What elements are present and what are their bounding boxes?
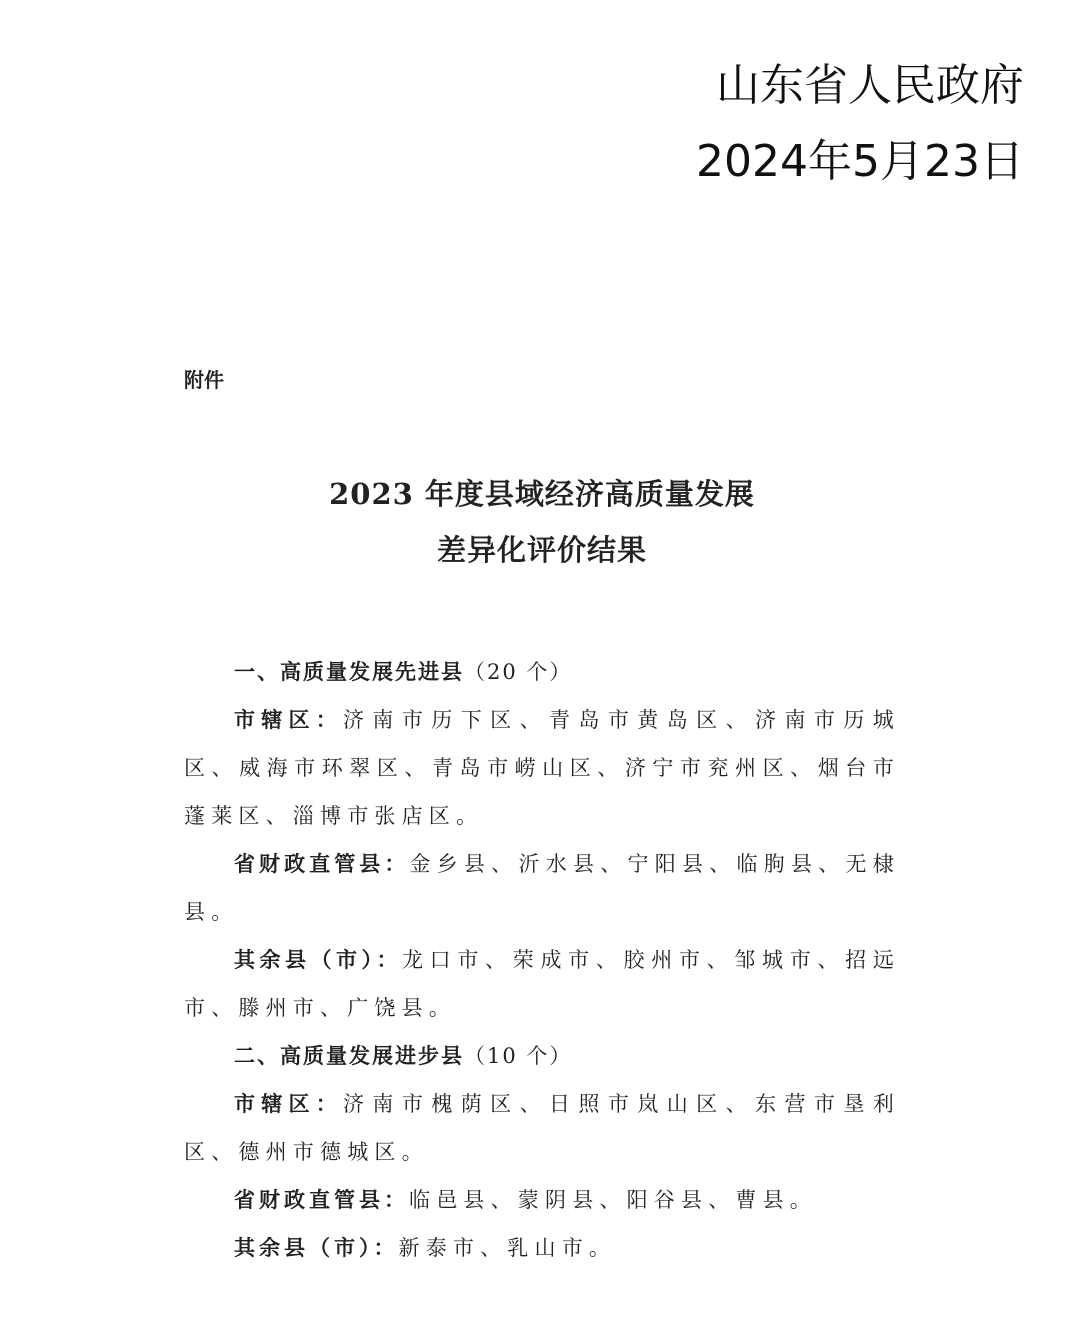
issue-date: 2024年5月23日 xyxy=(696,136,1024,187)
group-paragraph-districts xyxy=(184,696,900,840)
section-heading-progress xyxy=(184,1032,900,1080)
title-line-2: 差异化评价结果 xyxy=(436,533,647,567)
section-heading-count: （10 个） xyxy=(464,1044,573,1068)
attachment-label: 附件 xyxy=(184,368,224,392)
group-label: 市辖区： xyxy=(234,1091,343,1116)
section-heading-label: 二、高质量发展进步县 xyxy=(234,1043,464,1068)
group-label: 其余县（市）： xyxy=(234,947,402,972)
group-text: 金乡县、沂水县、宁阳县、临朐县、无棣县。 xyxy=(184,852,900,924)
issuer-block xyxy=(696,48,1024,200)
document-body xyxy=(184,362,900,1272)
group-label: 省财政直管县： xyxy=(234,851,410,876)
group-paragraph-districts xyxy=(184,1080,900,1176)
document-title xyxy=(184,466,900,578)
group-text: 济南市历下区、青岛市黄岛区、济南市历城区、威海市环翠区、青岛市崂山区、济宁市兖州区、烟台市蓬莱区、淄博市张店区。 xyxy=(184,708,900,828)
section-heading-label: 一、高质量发展先进县 xyxy=(234,659,464,684)
issuer-name: 山东省人民政府 xyxy=(716,60,1024,111)
group-paragraph-other-counties xyxy=(184,1224,900,1272)
section-heading-count: （20 个） xyxy=(464,660,573,684)
group-paragraph-other-counties xyxy=(184,936,900,1032)
group-text: 临邑县、蒙阴县、阳谷县、曹县。 xyxy=(409,1188,817,1212)
group-label: 省财政直管县： xyxy=(234,1187,409,1212)
group-paragraph-direct-counties xyxy=(184,1176,900,1224)
group-label: 其余县（市）： xyxy=(234,1235,399,1260)
group-paragraph-direct-counties xyxy=(184,840,900,936)
group-label: 市辖区： xyxy=(234,707,343,732)
group-text: 济南市槐荫区、日照市岚山区、东营市垦利区、德州市德城区。 xyxy=(184,1092,900,1164)
section-heading-advanced xyxy=(184,648,900,696)
group-text: 龙口市、荣成市、胶州市、邹城市、招远市、滕州市、广饶县。 xyxy=(184,948,900,1020)
title-line-1: 2023 年度县域经济高质量发展 xyxy=(329,477,755,511)
group-text: 新泰市、乳山市。 xyxy=(398,1236,617,1260)
